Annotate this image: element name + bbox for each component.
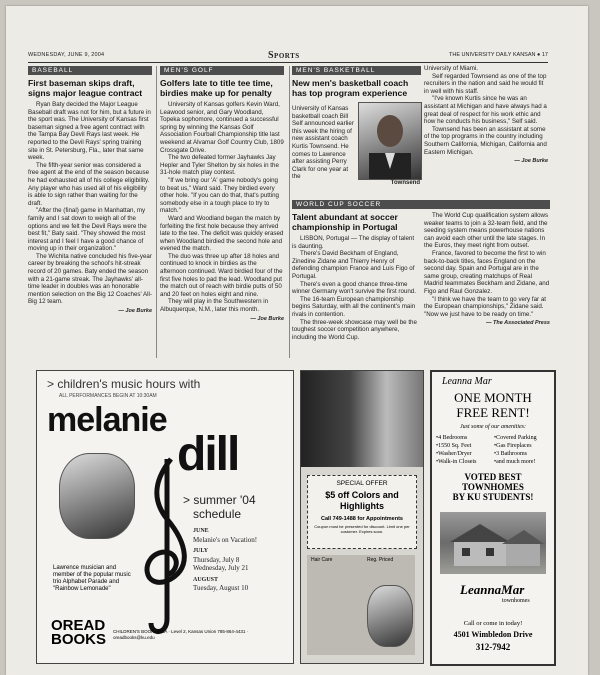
ad-kicker: > children's music hours with bbox=[47, 377, 201, 391]
amenities-left: •4 Bedrooms •1550 Sq. Feet •Washer/Dryer •Walk-in Closets bbox=[436, 435, 477, 465]
article-soccer bbox=[292, 200, 550, 341]
section-label: MEN'S GOLF bbox=[160, 66, 284, 75]
masthead-paper: THE UNIVERSITY DAILY KANSAN ● 17 bbox=[448, 52, 548, 58]
call-line: Call or come in today! bbox=[463, 620, 523, 627]
store-logo: OREAD BOOKS bbox=[51, 617, 107, 648]
performer-caption: Lawrence musician and member of the popular music trio Alphabet Parade and "Rainbow Lemonade" bbox=[53, 565, 131, 592]
ad-salon bbox=[300, 370, 424, 664]
voted-best: VOTED BEST TOWNHOMES BY KU STUDENTS! bbox=[452, 472, 534, 502]
ad-footer: CHILDREN'S BOOK AREA · Level 2, Kansas Union 785-864-4431 · oreadbooks@ku.edu bbox=[113, 629, 249, 640]
phone: 312-7942 bbox=[475, 642, 511, 652]
section-label: MEN'S BASKETBALL bbox=[292, 66, 421, 75]
season-title-2: schedule bbox=[193, 507, 242, 521]
townhome-photo bbox=[440, 512, 546, 574]
townsend-photo bbox=[358, 102, 422, 180]
address: 4501 Wimbledon Drive bbox=[453, 630, 533, 639]
article-golf bbox=[160, 66, 284, 322]
performer-first-name: melanie bbox=[47, 401, 167, 439]
masthead-section: Sports bbox=[268, 50, 300, 61]
article-body: University of Kansas golfers Kevin Ward, Leawood senior, and Gary Woodland, Topeka sophomore, continued a successful spring by winning the Kansas Golf Association Fourball Championship title last weekend at Alvamar Golf Country Club, 1809 Crossgate Drive. The two defeated former Jayhawks Jay Hepler and Tyler Shelton by six holes in the 31-hole match play contest. "If we bring our 'A' game nobody's going to beat us," Ward said. They birdied every other hole. "If you can do that, that's putting somebody else in a tough place to try to match." Ward and Woodland began the match by forfeiting the first hole because they arrived late to the tee. The deficit was quickly erased when Woodland birdied the second hole and evened the match. The duo was three up after 18 holes and continued to knock in birdies as the afternoon continued. Ward birdied four of the first five holes to pad the lead. Woodland put the match out of reach with birdie putts of 50 and 20 feet on holes eight and nine. They will play in the Southwestern in Albuquerque, N.M., later this month. bbox=[160, 101, 284, 314]
article-body: Ryan Baty decided the Major League Baseball draft was not for him, but a future in the sport was. The University of Kansas first baseman signed a free agent contract with the Tampa Bay Devil Rays last week. He reported to the Devil Rays' spring training site in St. Petersburg, Fla., later that same week. The fifth-year senior was considered a free agent at the end of the season because he had exhausted all of his college eligibility. Any player who has used all of his eligibility is able to sign rather than waiting for the draft. "After the (final) game in Manhattan, my family and I sat down to weigh all of the options and we felt the Devil Rays were the best fit," Baty said. "They showed the most interest and I feel I have a good chance of moving up in their organization." The Wichita native concluded his five-year career by breaking the school's hit-streak record of 20 games. Baty ended the season with a 21-game streak. The Jayhawks' all-time leader in doubles was an honorable mention selection on the Big 12 Coaches' All-Big 12 team. bbox=[28, 101, 152, 306]
ad-sub: ALL PERFORMANCES BEGIN AT 10:30AM bbox=[59, 393, 157, 399]
article-body-right: University of Miami. Self regarded Townsend as one of the top recruiters in the nation and said he would fit in well with his staff. "I've known Kurtis since he was an assistant at Michigan and have always had a great deal of respect for his work ethic and how he conducts his business," Self said. Townsend has been an assistant at some of the top programs in the country including Southern California, Michigan, California and Eastern Michigan. — Joe Burke bbox=[424, 65, 548, 165]
headline: Talent abundant at soccer championship in Portugal bbox=[292, 212, 398, 232]
brand-name: Leanna Mar bbox=[442, 376, 492, 387]
byline: — Joe Burke bbox=[118, 308, 152, 315]
masthead bbox=[28, 50, 548, 63]
article-baseball bbox=[28, 66, 152, 314]
brand-logo-sub: townhomes bbox=[502, 598, 530, 604]
headline: Golfers late to title tee time, birdies make up for penalty bbox=[160, 78, 273, 98]
coupon: SPECIAL OFFER $5 off Colors and Highlights Call 749-1488 for Appointments Coupon must be presented for discount. Limit one per customer. Expires soon. bbox=[307, 475, 417, 549]
brand-logo: LeannaMar bbox=[460, 582, 525, 597]
ad-headline: ONE MONTH FREE RENT! bbox=[454, 390, 532, 420]
column-rule bbox=[156, 66, 157, 358]
performer-last-name: dill bbox=[177, 428, 239, 481]
amenities-intro: Just some of our amenities: bbox=[460, 424, 526, 430]
byline: — Joe Burke bbox=[250, 315, 284, 322]
season-title: > summer '04 bbox=[183, 493, 256, 507]
performer-photo bbox=[59, 453, 135, 539]
photo-caption: Townsend bbox=[390, 180, 420, 186]
ad-leanna-mar bbox=[430, 370, 556, 666]
article-body-left: University of Kansas basketball coach Bill Self announced earlier this week the hiring of new assistant coach Kurtis Townsend. He comes to Lawrence after assisting Perry Clark for one year at the bbox=[292, 105, 354, 181]
article-basketball bbox=[292, 66, 550, 194]
article-body-right: The World Cup qualification system allows weaker teams to join a 32-team field, and the seeding system means powerhouse nations can avoid each other until the late stages. In the Euros, they meet right from outset. France, favored to become the first to win back-to-back titles, faces England on the second day. Spain and Portugal are in the same group, creating matchups of Real Madrid teammates Beckham and Zidane, and Figo and Raul Gonzalez. "I think we have the team to go very far at the European championships," Zidane said. "Now we just have to be ready on time." bbox=[424, 212, 550, 318]
masthead-date: WEDNESDAY, JUNE 9, 2004 bbox=[28, 52, 105, 58]
byline: — The Associated Press bbox=[486, 320, 550, 327]
ad-oread-books bbox=[36, 370, 294, 664]
model-photo bbox=[367, 585, 413, 647]
section-label: WORLD CUP SOCCER bbox=[292, 200, 550, 209]
price-table: Hair Care Reg. Priced bbox=[307, 555, 415, 655]
salon-photo bbox=[301, 371, 423, 467]
headline: First baseman skips draft, signs major league contract bbox=[28, 78, 143, 98]
treble-clef-icon bbox=[137, 449, 197, 639]
article-body-left: LISBON, Portugal — The display of talent is daunting. There's David Beckham of England, Zinedine Zidane and Thierry Henry of defending champion France and Luis Figo of Portugal. There's even a good chance three-time winner Germany won't survive the first round. The 16-team European championship begins Saturday, with all the continent's main rivals in contention. The three-week showcase may well be the toughest soccer competition anywhere, including the World Cup. bbox=[292, 235, 417, 341]
schedule-list: JUNE Melanie's on Vacation! JULY Thursday, July 8 Wednesday, July 21 AUGUST Tuesday, August 10 bbox=[193, 528, 258, 592]
amenities-right: •Covered Parking •Gas Fireplaces •3 Bathrooms •and much more! bbox=[494, 435, 537, 465]
section-label: BASEBALL bbox=[28, 66, 152, 75]
headline: New men's basketball coach has top program experience bbox=[292, 78, 409, 98]
newspaper-page bbox=[6, 6, 588, 675]
column-rule bbox=[289, 66, 290, 358]
